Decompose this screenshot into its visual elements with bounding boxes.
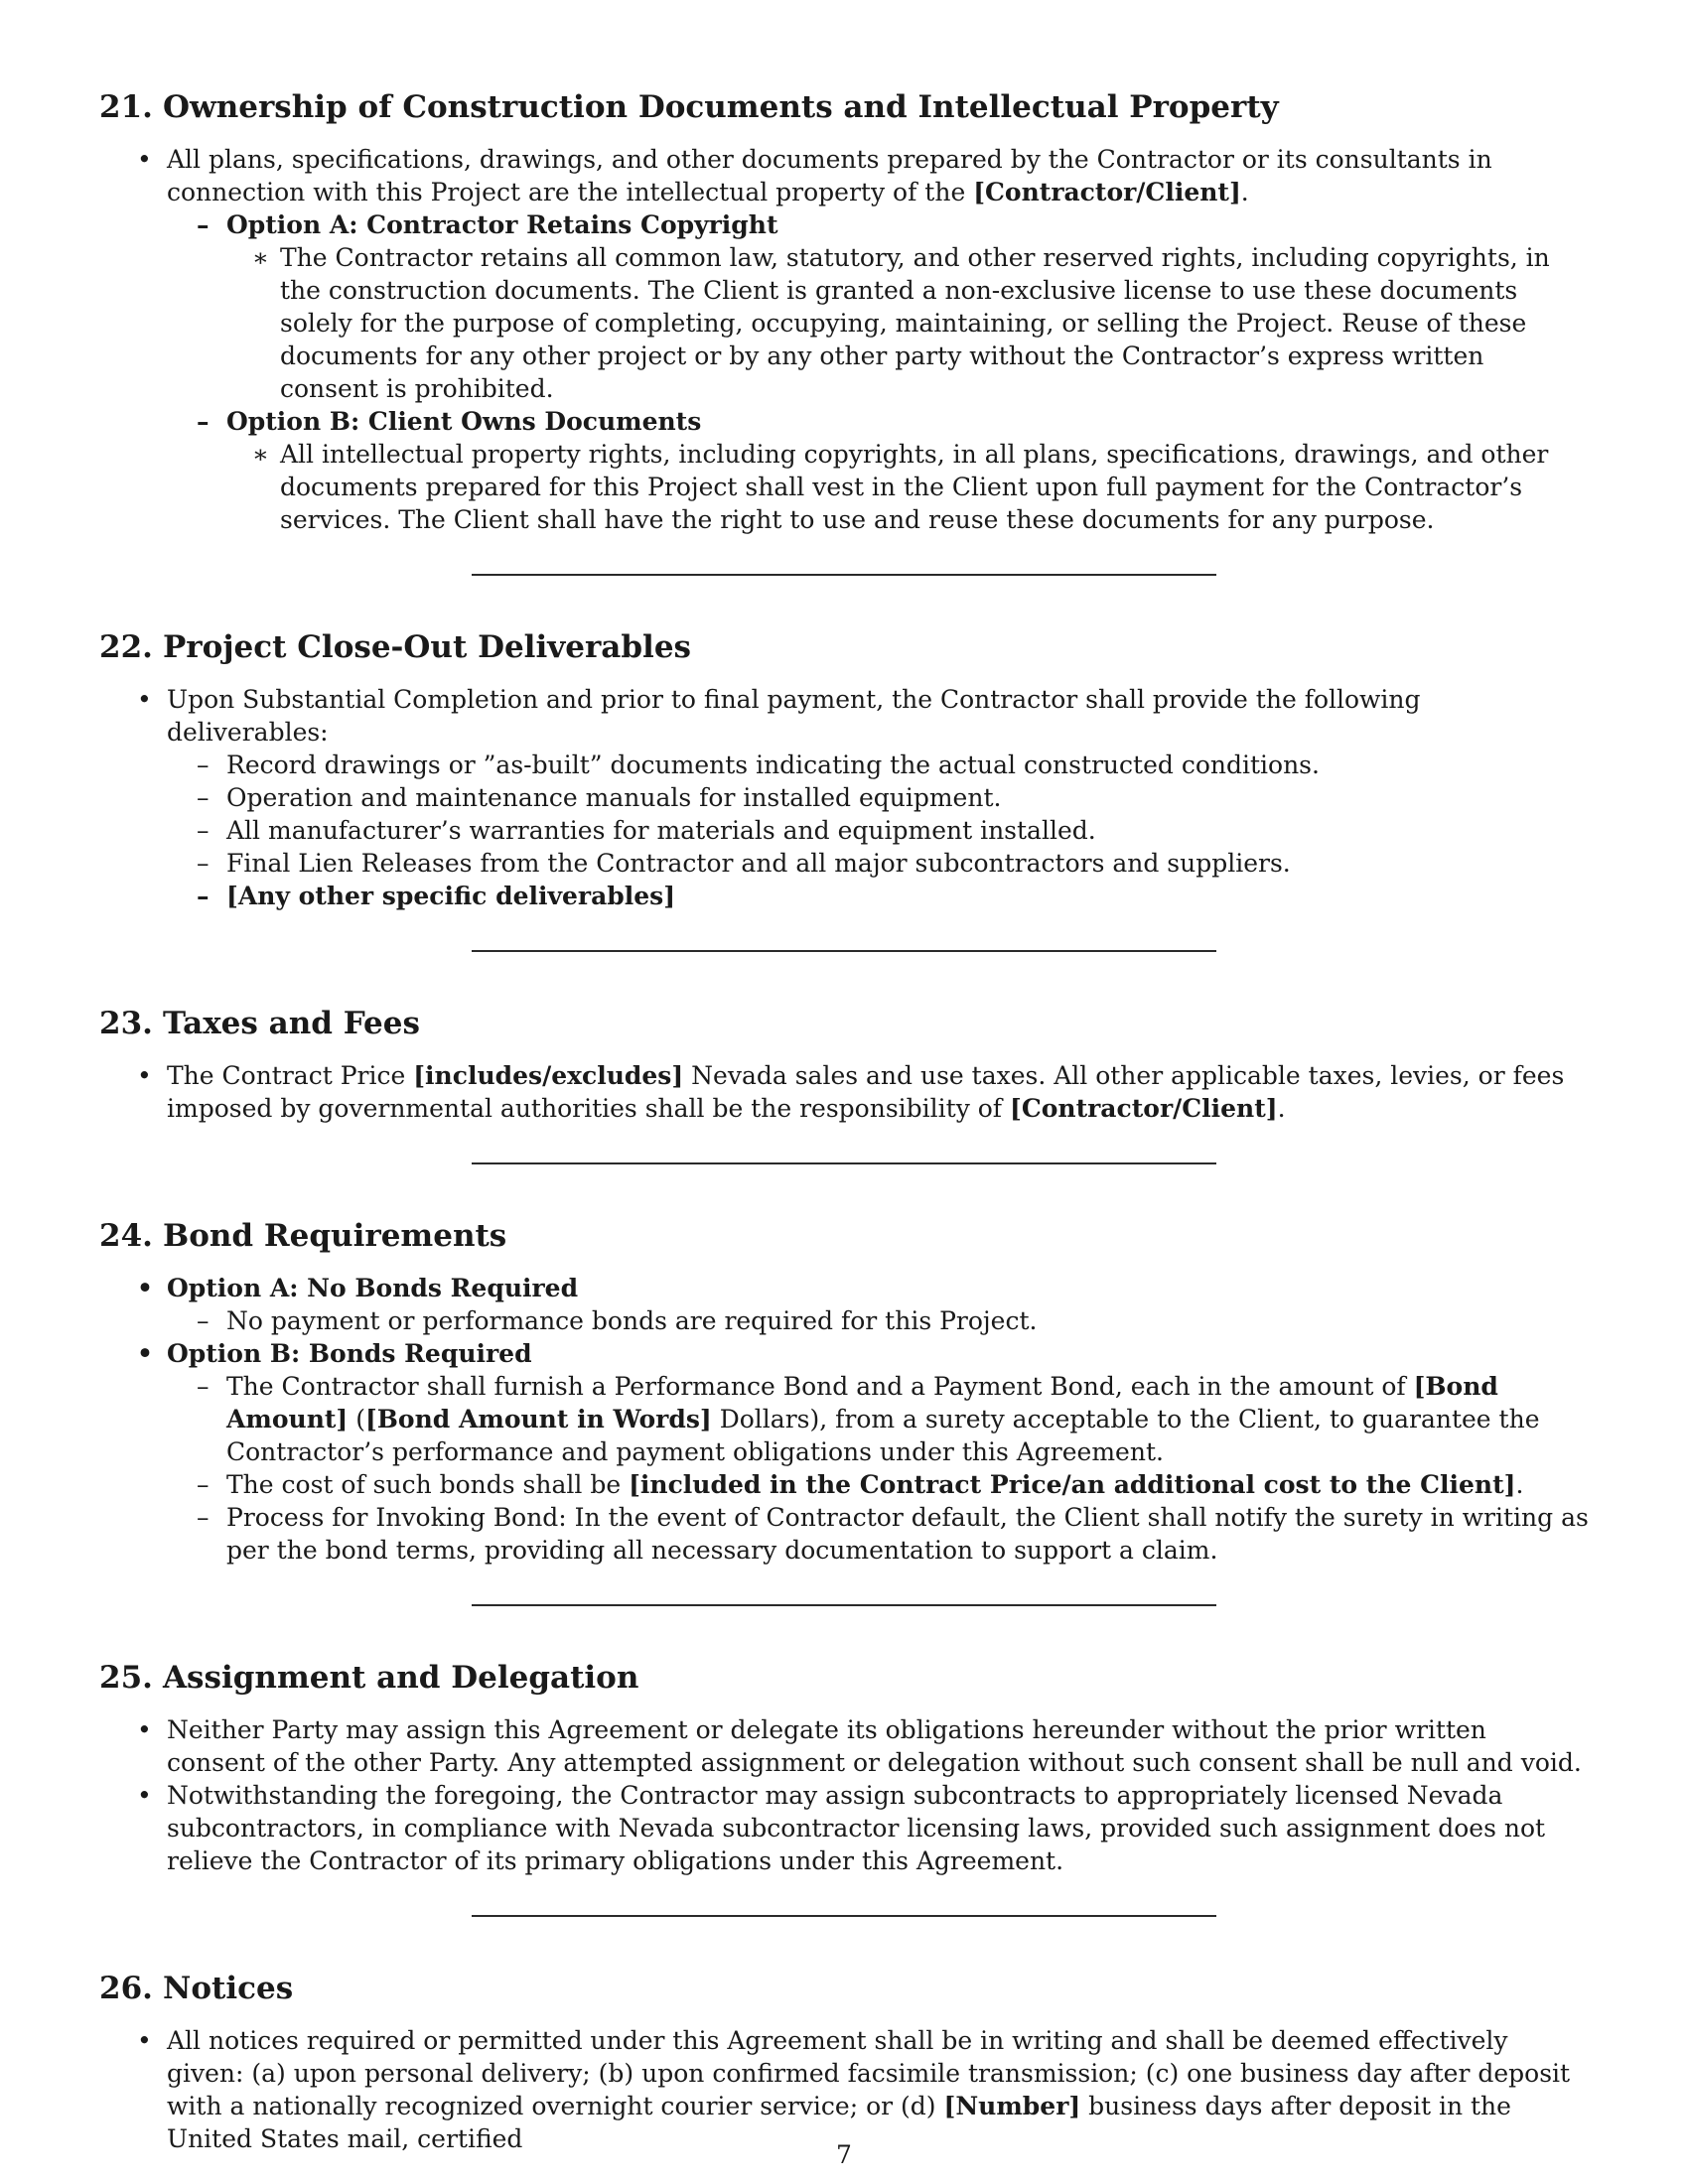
list-item: • The Contract Price [includes/excludes] Nevada sales and use taxes. All other applicable taxes, levies, or fees imposed by governmental authorities shall be the responsibility of [Contractor/Client]. (137, 1061, 1565, 1123)
section-number: 21. (99, 89, 153, 125)
placeholder-field: [Bond Amount] (226, 1372, 1498, 1433)
dash-marker: – (197, 1306, 210, 1335)
placeholder-field: [includes/excludes] (413, 1061, 684, 1090)
dash-marker: – (197, 1503, 210, 1532)
list-item: – Process for Invoking Bond: In the event of Contractor default, the Client shall notify the surety in writing as per the bond terms, providing all necessary documentation to support a claim. (197, 1503, 1589, 1565)
section-number: 25. (99, 1660, 153, 1696)
bullet-marker: • (137, 145, 152, 174)
section-24 (99, 1216, 1589, 1606)
list-item: • All notices required or permitted under this Agreement shall be in writing and shall be deemed effectively given: (a) upon personal delivery; (b) upon confirmed facsimile transmission; (c) one business day after deposit with a nationally recognized overnight courier service; or (d) [Number] business days after deposit in the United States mail, certified (137, 2026, 1571, 2153)
section-25 (99, 1658, 1589, 1917)
dash-marker: – (197, 1372, 210, 1401)
dash-marker: – (197, 816, 210, 845)
section-title: Bond Requirements (163, 1218, 507, 1254)
section-heading (99, 87, 1589, 127)
document-content (99, 87, 1589, 2155)
section-divider (472, 950, 1216, 952)
dash-marker: – (197, 751, 210, 779)
list-item: ∗ All intellectual property rights, including copyrights, in all plans, specifications, drawings, and other documents prepared for this Project shall vest in the Client upon full payment for the Contractor’s services. The Client shall have the right to use and reuse these documents for any purpose. (252, 440, 1549, 534)
placeholder-field: [Contractor/Client] (973, 178, 1241, 206)
section-heading (99, 1004, 1589, 1043)
bullet-marker: • (137, 1339, 153, 1368)
star-marker: ∗ (252, 440, 269, 469)
list-item: ∗ The Contractor retains all common law, statutory, and other reserved rights, including copyrights, in the construction documents. The Client is granted a non-exclusive license to use these documents solely for the purpose of completing, occupying, maintaining, or selling the Project. Reuse of these documents for any other project or by any other party without the Contractor’s express written consent is prohibited. (252, 243, 1550, 403)
section-number: 26. (99, 1971, 153, 2006)
placeholder-field: [Number] (943, 2092, 1081, 2120)
page-number: 7 (836, 2140, 852, 2169)
section-list (99, 2024, 1589, 2155)
section-heading (99, 1216, 1589, 1256)
option-heading: – Option A: Contractor Retains Copyright (197, 210, 778, 239)
bullet-marker: • (137, 2026, 152, 2055)
list-item: – All manufacturer’s warranties for materials and equipment installed. (197, 816, 1096, 845)
list-item: – Record drawings or ”as-built” documents indicating the actual constructed conditions. (197, 751, 1320, 779)
section-list (99, 1272, 1589, 1567)
list-item: – The cost of such bonds shall be [included in the Contract Price/an additional cost to the Client]. (197, 1470, 1524, 1499)
list-item: • Notwithstanding the foregoing, the Contractor may assign subcontracts to appropriately licensed Nevada subcontractors, in compliance with Nevada subcontractor licensing laws, provided such assignment does not relieve the Contractor of its primary obligations under this Agreement. (137, 1781, 1546, 1875)
option-heading: • Option B: Bonds Required (137, 1339, 532, 1368)
section-list (99, 1059, 1589, 1125)
section-list (99, 143, 1589, 536)
dash-marker: – (197, 783, 210, 812)
section-23 (99, 1004, 1589, 1164)
section-heading (99, 627, 1589, 667)
section-number: 24. (99, 1218, 153, 1254)
section-21 (99, 87, 1589, 576)
bullet-marker: • (137, 1061, 152, 1090)
dash-marker: – (197, 407, 210, 436)
list-item: • Upon Substantial Completion and prior to final payment, the Contractor shall provide the following deliverables: (137, 685, 1421, 747)
bullet-marker: • (137, 685, 152, 714)
option-heading: – Option B: Client Owns Documents (197, 407, 702, 436)
option-heading: • Option A: No Bonds Required (137, 1274, 579, 1302)
star-marker: ∗ (252, 243, 269, 272)
section-title: Notices (163, 1971, 294, 2006)
section-heading (99, 1658, 1589, 1698)
list-item: – Final Lien Releases from the Contractor and all major subcontractors and suppliers. (197, 849, 1291, 878)
list-item: – No payment or performance bonds are required for this Project. (197, 1306, 1038, 1335)
section-divider (472, 1915, 1216, 1917)
section-divider (472, 1604, 1216, 1606)
section-title: Project Close-Out Deliverables (163, 629, 692, 665)
list-item: • Neither Party may assign this Agreement or delegate its obligations hereunder without the prior written consent of the other Party. Any attempted assignment or delegation without such consent shall be null and void. (137, 1715, 1582, 1777)
list-item: – The Contractor shall furnish a Performance Bond and a Payment Bond, each in the amount of [Bond Amount] ([Bond Amount in Words] Dollars), from a surety acceptable to the Client, to guarantee the Contractor’s performance and payment obligations under this Agreement. (197, 1372, 1540, 1466)
bullet-marker: • (137, 1781, 152, 1810)
placeholder-field: [included in the Contract Price/an additional cost to the Client] (629, 1470, 1516, 1499)
section-list (99, 683, 1589, 912)
dash-marker: – (197, 210, 210, 239)
section-divider (472, 1162, 1216, 1164)
section-title: Taxes and Fees (163, 1006, 420, 1041)
section-22 (99, 627, 1589, 952)
section-number: 22. (99, 629, 153, 665)
placeholder-field: [Bond Amount in Words] (364, 1405, 712, 1433)
bullet-marker: • (137, 1274, 153, 1302)
placeholder-field: [Any other specific deliverables] (226, 882, 676, 910)
section-title: Assignment and Delegation (163, 1660, 639, 1696)
section-26 (99, 1969, 1589, 2155)
section-title: Ownership of Construction Documents and Intellectual Property (163, 89, 1279, 125)
section-number: 23. (99, 1006, 153, 1041)
dash-marker: – (197, 1470, 210, 1499)
section-list (99, 1713, 1589, 1877)
section-heading (99, 1969, 1589, 2008)
list-item (99, 880, 1589, 912)
dash-marker: – (197, 849, 210, 878)
bullet-marker: • (137, 1715, 152, 1744)
list-item: – Operation and maintenance manuals for installed equipment. (197, 783, 1002, 812)
dash-marker: – (197, 882, 210, 910)
list-item: • All plans, specifications, drawings, and other documents prepared by the Contractor or its consultants in connection with this Project are the intellectual property of the [Contractor/Client]. (137, 145, 1492, 206)
placeholder-field: [Contractor/Client] (1010, 1094, 1278, 1123)
